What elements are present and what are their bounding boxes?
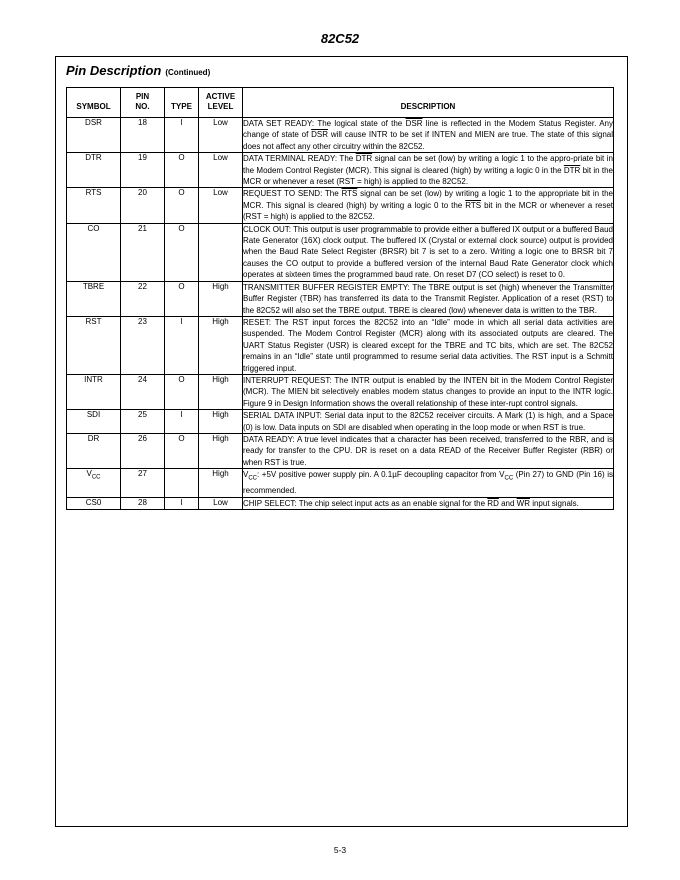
pin-active-level: High [199, 410, 243, 434]
pin-symbol: CS0 [67, 497, 121, 509]
pin-active-level: High [199, 316, 243, 374]
pin-description: DATA READY: A true level indicates that a character has been received, transferred to the RBR, and is ready for transfer to the CPU. DR is reset on a data READ of the Receiver Buffer Register (RBR) or when RST is true. [243, 434, 613, 467]
pin-symbol: CO [67, 223, 121, 281]
table-body [67, 118, 614, 510]
pin-symbol: SDI [67, 410, 121, 434]
pin-active-level: High [199, 469, 243, 497]
col-header-symbol: SYMBOL [67, 88, 121, 118]
pin-number: 18 [121, 118, 165, 153]
pin-symbol: DR [67, 433, 121, 468]
table-row [67, 469, 614, 497]
pin-symbol: INTR [67, 374, 121, 409]
col-header-description: DESCRIPTION [243, 88, 614, 118]
pin-type [165, 469, 199, 497]
pin-type: O [165, 153, 199, 188]
pin-description-table [66, 87, 614, 510]
section-title-text: Pin Description [66, 63, 162, 78]
pin-description: INTERRUPT REQUEST: The INTR output is enabled by the INTEN bit in the Modem Control Register (MCR). The MIEN bit selectively enables modem status changes to provide an input to the INTR logic. Figure 9 in Design Information shows the overall relationship of these inter-rupt control signals. [243, 375, 613, 408]
pin-description: TRANSMITTER BUFFER REGISTER EMPTY: The TBRE output is set (high) whenever the Transmitter Buffer Register (TBR) has transferred its data to the Transmit Register. Application of a reset (RST) to the 82C52 will also set the TBRE output. TBRE is cleared (low) whenever data is written to the TBR. [243, 282, 613, 315]
table-row [67, 316, 614, 374]
pin-active-level: Low [199, 153, 243, 188]
table-header-row [67, 88, 614, 118]
pin-active-level: Low [199, 188, 243, 223]
pin-type: I [165, 497, 199, 509]
pin-symbol: RST [67, 316, 121, 374]
table-row [67, 153, 614, 188]
table-row [67, 497, 614, 509]
pin-type: I [165, 118, 199, 153]
col-header-pin: PIN NO. [121, 88, 165, 118]
pin-type: O [165, 188, 199, 223]
pin-active-level: Low [199, 497, 243, 509]
section-title [66, 63, 210, 78]
col-header-active: ACTIVE LEVEL [199, 88, 243, 118]
table-row [67, 188, 614, 223]
pin-number: 22 [121, 281, 165, 316]
pin-symbol: $\overline{RTS}$ [67, 188, 121, 223]
part-number-header: 82C52 [320, 31, 360, 46]
table-row [67, 433, 614, 468]
table-row [67, 410, 614, 434]
pin-number: 25 [121, 410, 165, 434]
pin-description: CLOCK OUT: This output is user programmable to provide either a buffered IX output or a buffered Baud Rate Generator (16X) clock output. The buffered IX (Crystal or external clock source) output is provided when the Baud Rate Select Register (BRSR) bit 7 is set to a zero. Writing a logic one to BRSR bit 7 causes the CO output to provide a buffered version of the internal Baud Rate Generator clock which operates at sixteen times the programmed baud rate. On reset D7 (CO select) is reset to 0. [243, 224, 613, 280]
pin-symbol: $\overline{DSR}$ [67, 118, 121, 153]
pin-type: O [165, 223, 199, 281]
pin-number: 27 [121, 469, 165, 497]
pin-active-level: High [199, 433, 243, 468]
pin-number: 19 [121, 153, 165, 188]
table-row [67, 281, 614, 316]
pin-symbol: $V_{CC}$ [67, 469, 121, 497]
table-row [67, 118, 614, 153]
pin-number: 28 [121, 497, 165, 509]
pin-number: 20 [121, 188, 165, 223]
pin-description: CHIP SELECT: The chip select input acts as an enable signal for the $\overline{RD}$ and $\overline{WR}$ input signals. [243, 497, 614, 509]
pin-type: I [165, 410, 199, 434]
pin-description: DATA TERMINAL READY: The $\overline{DTR}$ signal can be set (low) by writing a logic 1 to the appro-priate bit in the Modem Control Register (MCR). This signal is cleared (high) by writing a logic 0 in the $\overline{DTR}$ bit in the MCR or whenever a reset (RST = high) is applied to the 82C52. [243, 154, 613, 187]
pin-number: 26 [121, 433, 165, 468]
pin-active-level: Low [199, 118, 243, 153]
pin-type: O [165, 281, 199, 316]
pin-active-level [199, 223, 243, 281]
pin-description: DATA SET READY: The logical state of the $\overline{DSR}$ line is reflected in the Modem Status Register. Any change of state of $\overline{DSR}$ will cause INTR to be set if INTEN and MIEN are true. The state of this signal does not affect any other circuitry within the 82C52. [243, 119, 613, 151]
pin-number: 24 [121, 374, 165, 409]
pin-number: 23 [121, 316, 165, 374]
pin-description: RESET: The RST input forces the 82C52 into an “Idle” mode in which all serial data activities are suspended. The Modem Control Register (MCR) along with its associated outputs are cleared. The UART Status Register (USR) is cleared except for the TBRE and TC bits, which are set. The 82C52 remains in an “Idle” state until programmed to resume serial data activities. The RST input is a Schmitt triggered input. [243, 317, 613, 373]
pin-number: 21 [121, 223, 165, 281]
table-row [67, 223, 614, 281]
pin-active-level: High [199, 374, 243, 409]
pin-symbol: TBRE [67, 281, 121, 316]
table-row [67, 374, 614, 409]
pin-description: SERIAL DATA INPUT: Serial data input to the 82C52 receiver circuits. A Mark (1) is high, and a Space (0) is low. Data inputs on SDI are disabled when operating in the loop mode or when RST is true. [243, 411, 613, 432]
pin-type: O [165, 433, 199, 468]
pin-description: $V_{CC}$: +5V positive power supply pin. A 0.1µF decoupling capacitor from $V_{CC}$ (Pin 27) to GND (Pin 16) is recommended. [243, 470, 613, 496]
pin-symbol: $\overline{DTR}$ [67, 153, 121, 188]
pin-type: O [165, 374, 199, 409]
col-header-type: TYPE [165, 88, 199, 118]
pin-description: REQUEST TO SEND: The $\overline{RTS}$ signal can be set (low) by writing a logic 1 to the appropriate bit in the MCR. This signal is cleared (high) by writing a logic 0 to the $\overline{RTS}$ bit in the MCR or whenever a reset (RST = high) is applied to the 82C52. [243, 189, 614, 222]
pin-type: I [165, 316, 199, 374]
continued-label: (Continued) [165, 68, 211, 77]
page-number: 5-3 [333, 845, 347, 855]
pin-active-level: High [199, 281, 243, 316]
